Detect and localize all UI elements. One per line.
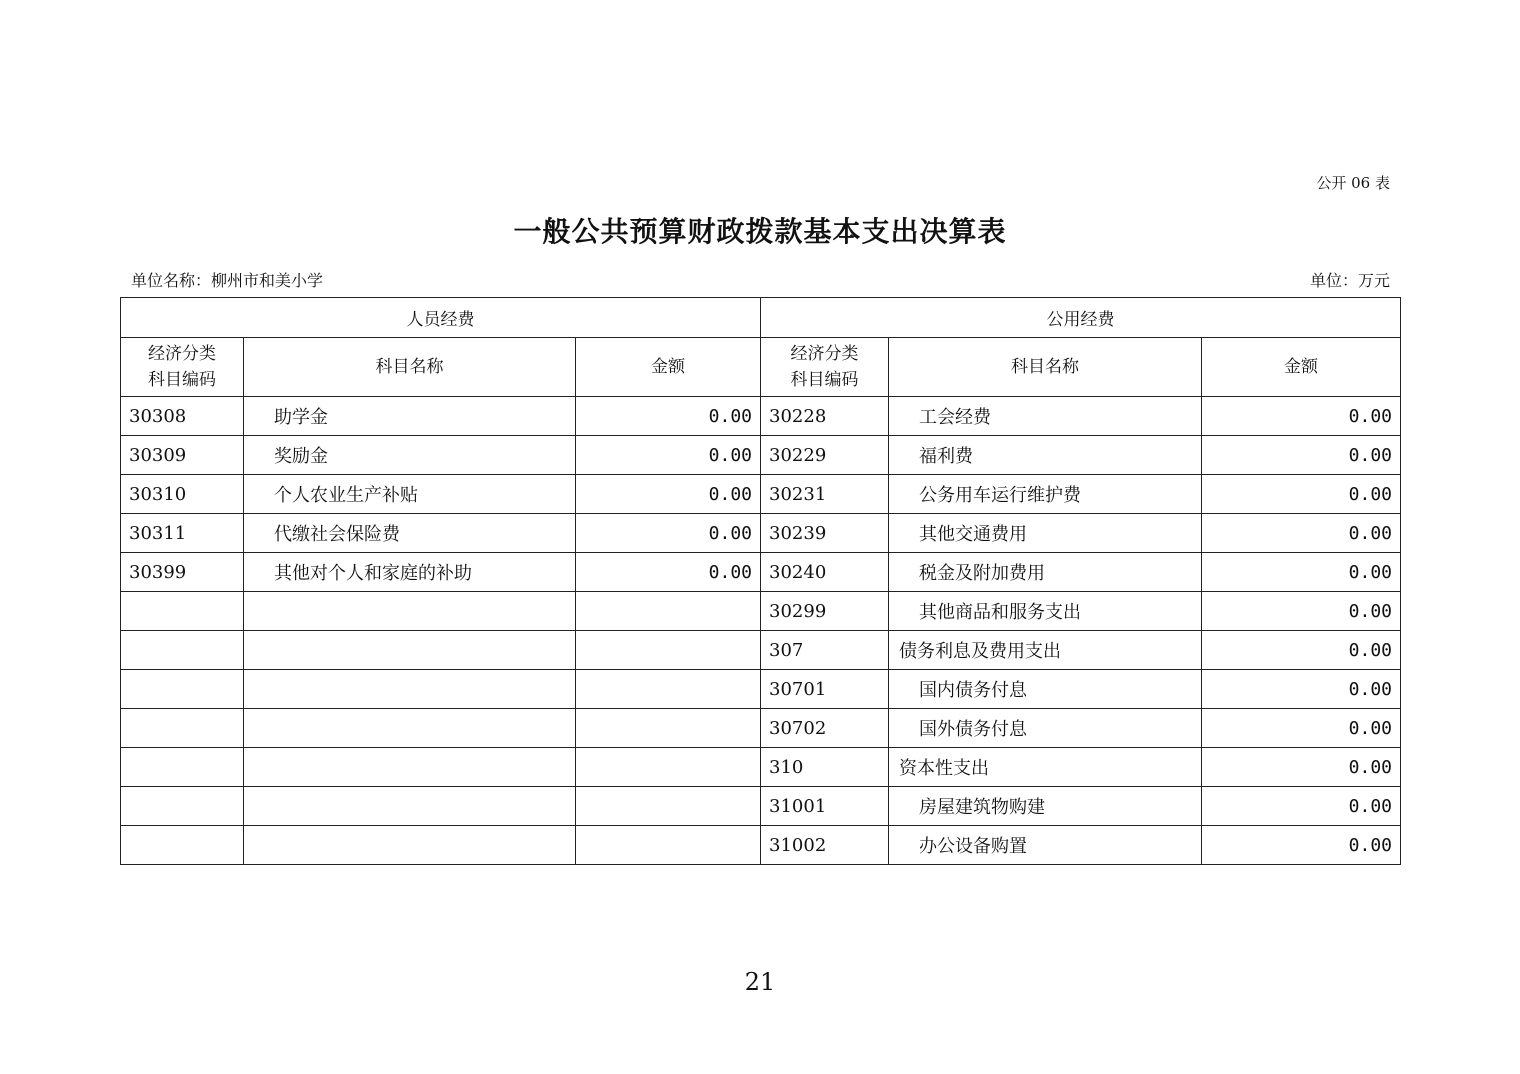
right-name-cell: 福利费 <box>889 436 1202 475</box>
col-name-right: 科目名称 <box>889 338 1202 397</box>
right-amount-cell: 0.00 <box>1202 826 1401 865</box>
right-amount-cell: 0.00 <box>1202 592 1401 631</box>
left-amount-cell: 0.00 <box>576 475 761 514</box>
currency-unit: 单位：万元 <box>1309 271 1390 290</box>
left-name-cell: 个人农业生产补贴 <box>244 475 576 514</box>
column-header-row <box>121 338 1401 397</box>
left-name-cell: 其他对个人和家庭的补助 <box>244 553 576 592</box>
left-amount-cell <box>576 631 761 670</box>
right-code-cell: 31002 <box>761 826 889 865</box>
left-code-cell: 30310 <box>121 475 244 514</box>
left-code-cell <box>121 631 244 670</box>
table-row <box>121 787 1401 826</box>
right-name-cell: 国内债务付息 <box>889 670 1202 709</box>
right-amount-cell: 0.00 <box>1202 475 1401 514</box>
group-personnel: 人员经费 <box>121 298 761 338</box>
right-amount-cell: 0.00 <box>1202 748 1401 787</box>
right-name-cell: 工会经费 <box>889 397 1202 436</box>
page-title: 一般公共预算财政拨款基本支出决算表 <box>513 215 1007 248</box>
left-amount-cell: 0.00 <box>576 553 761 592</box>
right-name-cell: 房屋建筑物购建 <box>889 787 1202 826</box>
right-code-cell: 307 <box>761 631 889 670</box>
left-name-cell <box>244 592 576 631</box>
right-amount-cell: 0.00 <box>1202 787 1401 826</box>
right-code-cell: 30229 <box>761 436 889 475</box>
right-amount-cell: 0.00 <box>1202 514 1401 553</box>
right-code-cell: 30240 <box>761 553 889 592</box>
left-amount-cell <box>576 748 761 787</box>
left-name-cell: 代缴社会保险费 <box>244 514 576 553</box>
table-row <box>121 436 1401 475</box>
right-name-cell: 资本性支出 <box>889 748 1202 787</box>
right-amount-cell: 0.00 <box>1202 436 1401 475</box>
right-code-cell: 30299 <box>761 592 889 631</box>
table-row <box>121 475 1401 514</box>
left-amount-cell: 0.00 <box>576 397 761 436</box>
group-public: 公用经费 <box>761 298 1401 338</box>
col-code-left: 经济分类 科目编码 <box>121 338 244 397</box>
right-amount-cell: 0.00 <box>1202 397 1401 436</box>
left-code-cell <box>121 709 244 748</box>
left-code-cell: 30308 <box>121 397 244 436</box>
right-name-cell: 债务利息及费用支出 <box>889 631 1202 670</box>
col-amount-left: 金额 <box>576 338 761 397</box>
left-code-cell <box>121 787 244 826</box>
right-name-cell: 办公设备购置 <box>889 826 1202 865</box>
table-row <box>121 709 1401 748</box>
right-amount-cell: 0.00 <box>1202 670 1401 709</box>
right-name-cell: 税金及附加费用 <box>889 553 1202 592</box>
table-row <box>121 592 1401 631</box>
left-amount-cell <box>576 787 761 826</box>
left-name-cell: 奖励金 <box>244 436 576 475</box>
left-name-cell <box>244 709 576 748</box>
right-name-cell: 其他交通费用 <box>889 514 1202 553</box>
right-code-cell: 30231 <box>761 475 889 514</box>
left-code-cell <box>121 592 244 631</box>
right-amount-cell: 0.00 <box>1202 553 1401 592</box>
right-name-cell: 其他商品和服务支出 <box>889 592 1202 631</box>
right-code-cell: 30228 <box>761 397 889 436</box>
left-amount-cell <box>576 592 761 631</box>
left-name-cell <box>244 787 576 826</box>
table-row <box>121 553 1401 592</box>
right-code-cell: 30702 <box>761 709 889 748</box>
col-amount-right: 金额 <box>1202 338 1401 397</box>
left-amount-cell <box>576 670 761 709</box>
right-amount-cell: 0.00 <box>1202 709 1401 748</box>
left-code-cell <box>121 670 244 709</box>
left-name-cell: 助学金 <box>244 397 576 436</box>
right-code-cell: 30701 <box>761 670 889 709</box>
expenditure-table <box>120 297 1401 865</box>
table-row <box>121 514 1401 553</box>
group-header-row <box>121 298 1401 338</box>
left-name-cell <box>244 826 576 865</box>
table-number: 公开 06 表 <box>1316 174 1390 192</box>
table-row <box>121 670 1401 709</box>
col-code-right: 经济分类 科目编码 <box>761 338 889 397</box>
left-amount-cell <box>576 826 761 865</box>
left-code-cell <box>121 748 244 787</box>
left-name-cell <box>244 670 576 709</box>
table-row <box>121 748 1401 787</box>
table-body <box>121 397 1401 865</box>
right-code-cell: 30239 <box>761 514 889 553</box>
left-amount-cell <box>576 709 761 748</box>
col-name-left: 科目名称 <box>244 338 576 397</box>
right-code-cell: 310 <box>761 748 889 787</box>
right-name-cell: 公务用车运行维护费 <box>889 475 1202 514</box>
right-amount-cell: 0.00 <box>1202 631 1401 670</box>
table-row <box>121 631 1401 670</box>
left-amount-cell: 0.00 <box>576 436 761 475</box>
left-name-cell <box>244 748 576 787</box>
left-code-cell: 30399 <box>121 553 244 592</box>
left-amount-cell: 0.00 <box>576 514 761 553</box>
right-code-cell: 31001 <box>761 787 889 826</box>
unit-name: 单位名称：柳州市和美小学 <box>131 271 324 290</box>
table-row <box>121 826 1401 865</box>
left-name-cell <box>244 631 576 670</box>
left-code-cell: 30309 <box>121 436 244 475</box>
left-code-cell: 30311 <box>121 514 244 553</box>
left-code-cell <box>121 826 244 865</box>
right-name-cell: 国外债务付息 <box>889 709 1202 748</box>
page-number: 21 <box>744 968 776 996</box>
table-row <box>121 397 1401 436</box>
